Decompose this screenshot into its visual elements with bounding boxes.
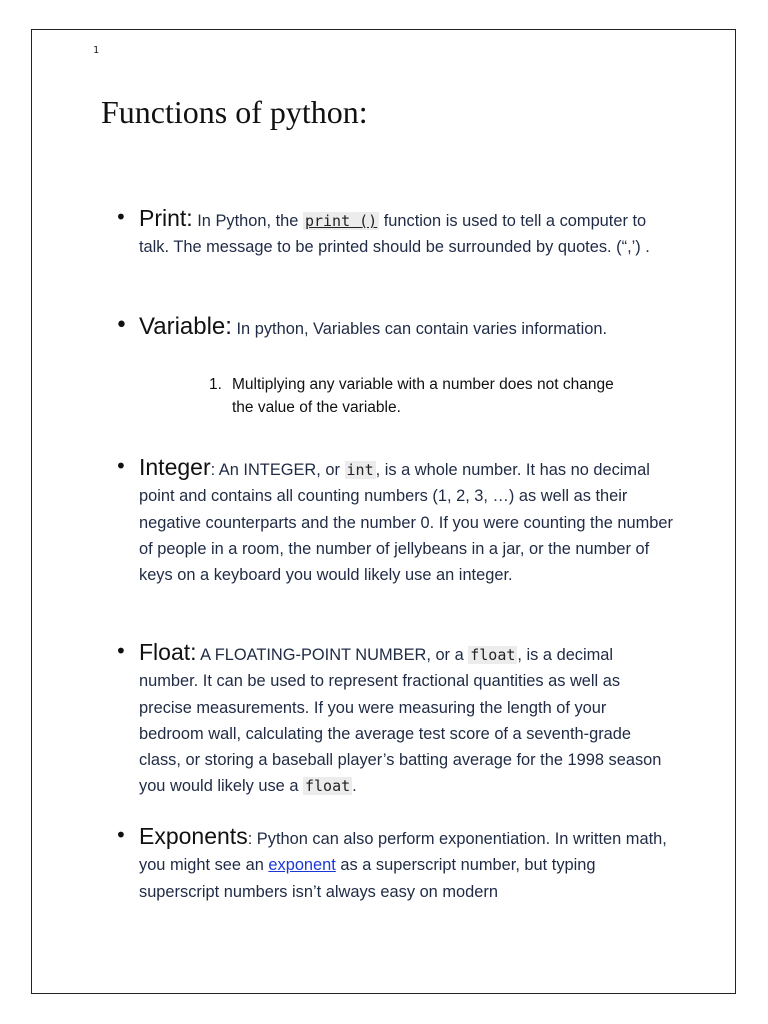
print-code: print () (304, 212, 378, 230)
bullet-dot-icon: • (115, 823, 127, 847)
bullet-exponents (115, 823, 675, 905)
float-text-end: . (352, 777, 357, 796)
bullet-dot-icon: • (115, 639, 127, 663)
bullet-integer (115, 454, 675, 588)
numbered-list-item (209, 373, 629, 419)
print-text-rest: function is used to tell a computer to talk. The message to be printed should be surrounded by quotes. (“,’) . (139, 212, 650, 257)
variable-text: In python, Variables can contain varies information. (231, 320, 608, 338)
bullet-dot-icon: • (115, 313, 128, 338)
bullet-float (115, 639, 675, 800)
integer-paragraph (139, 454, 675, 588)
bullet-dot-icon: • (115, 454, 127, 478)
variable-heading: Variable: (139, 313, 232, 340)
integer-heading: Integer (139, 454, 211, 480)
page-number: 1 (93, 45, 100, 56)
integer-code: int (346, 461, 374, 479)
exponents-text: : Python can also perform exponentiation. In written math, you might see an (139, 830, 667, 875)
integer-text-rest: , is a whole number. It has no decimal point and contains all counting numbers (1, 2, 3, …) as well as their negative counterparts and the number 0. If you were counting the number of people in a room, the number of jellybeans in a jar, or the number of keys on a keyboard you would likely use an integer. (139, 461, 673, 585)
bullet-print (115, 205, 675, 261)
bullet-dot-icon: • (115, 205, 127, 229)
float-paragraph (139, 639, 675, 800)
exponents-paragraph (139, 823, 675, 905)
integer-text: : An INTEGER, or (210, 461, 345, 479)
exponents-text-rest: as a superscript number, but typing superscript numbers isn’t always easy on modern (139, 856, 596, 901)
list-number: 1. (209, 376, 222, 393)
float-text-middle: , is a decimal number. It can be used to represent fractional quantities as well as precise measurements. If you were measuring the length of your bedroom wall, calculating the average test score of a seventh-grade class, or storing a baseball player’s batting average for the 1998 season you would likely use a (139, 646, 662, 796)
variable-paragraph (139, 313, 675, 342)
exponents-heading: Exponents (139, 823, 248, 849)
print-text: In Python, the (192, 212, 303, 230)
exponent-link[interactable]: exponent (268, 856, 336, 875)
float-text: A FLOATING-POINT NUMBER, or a (196, 646, 469, 664)
document-page (31, 29, 736, 994)
float-heading: Float: (139, 639, 197, 665)
list-item-text: Multiplying any variable with a number does not change the value of the variable. (232, 376, 614, 416)
bullet-variable (115, 313, 675, 342)
print-paragraph (139, 205, 675, 261)
float-code: float (470, 646, 516, 664)
print-heading: Print: (139, 205, 193, 231)
page-title: Functions of python: (101, 94, 368, 130)
float-code-2: float (305, 777, 351, 796)
